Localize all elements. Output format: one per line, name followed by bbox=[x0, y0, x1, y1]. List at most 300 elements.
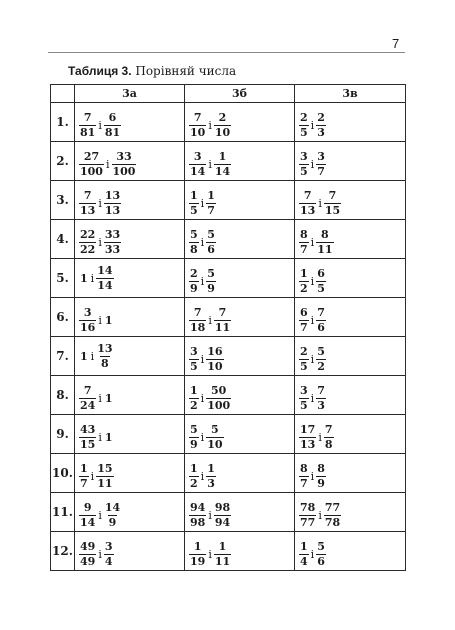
row-number: 2. bbox=[51, 142, 75, 181]
denominator: 5 bbox=[190, 203, 198, 217]
fraction bbox=[299, 463, 309, 490]
fraction bbox=[104, 502, 121, 529]
fraction bbox=[299, 151, 309, 178]
fraction bbox=[316, 346, 326, 373]
fraction bbox=[206, 190, 216, 217]
comparison-pair bbox=[189, 385, 231, 412]
row-number: 12. bbox=[51, 532, 75, 571]
numerator: 8 bbox=[300, 227, 308, 241]
numerator: 7 bbox=[193, 305, 202, 319]
comparison-pair bbox=[299, 268, 326, 295]
denominator: 10 bbox=[207, 359, 223, 373]
comparison-cell bbox=[185, 376, 295, 415]
denominator: 7 bbox=[207, 203, 215, 217]
denominator: 5 bbox=[300, 125, 308, 139]
comparison-pair bbox=[189, 346, 224, 373]
conjunction: і bbox=[208, 313, 212, 327]
denominator: 19 bbox=[190, 554, 206, 568]
conjunction: і bbox=[200, 235, 205, 249]
fraction bbox=[214, 151, 231, 178]
comparison-cell bbox=[75, 220, 185, 259]
numerator: 14 bbox=[97, 263, 113, 277]
comparison-pair bbox=[189, 151, 231, 178]
numerator: 5 bbox=[317, 344, 325, 358]
numerator: 33 bbox=[116, 149, 132, 163]
page-number: 7 bbox=[392, 36, 400, 51]
fraction bbox=[96, 463, 113, 490]
denominator: 11 bbox=[214, 554, 231, 568]
conjunction: і bbox=[90, 271, 95, 285]
conjunction: і bbox=[310, 352, 315, 366]
conjunction: і bbox=[98, 547, 102, 561]
fraction bbox=[104, 229, 121, 256]
numerator: 2 bbox=[317, 110, 325, 124]
fraction bbox=[79, 190, 96, 217]
denominator: 5 bbox=[317, 281, 325, 295]
denominator: 11 bbox=[317, 242, 333, 256]
denominator: 22 bbox=[80, 242, 96, 256]
fraction bbox=[79, 307, 96, 334]
fraction bbox=[112, 151, 137, 178]
numerator: 7 bbox=[303, 188, 312, 202]
table-row bbox=[51, 337, 406, 376]
comparison-pair bbox=[299, 463, 326, 490]
comparison-cell bbox=[185, 454, 295, 493]
numerator: 2 bbox=[218, 110, 227, 124]
column-header: 3б bbox=[185, 85, 295, 103]
numerator: 22 bbox=[80, 227, 96, 241]
fraction bbox=[214, 502, 231, 529]
row-number: 8. bbox=[51, 376, 75, 415]
fraction bbox=[189, 424, 199, 451]
conjunction: і bbox=[208, 508, 212, 522]
numerator: 3 bbox=[83, 305, 92, 319]
comparison-cell bbox=[75, 376, 185, 415]
numerator: 6 bbox=[108, 110, 117, 124]
denominator: 3 bbox=[207, 476, 215, 490]
numerator: 9 bbox=[83, 500, 92, 514]
comparison-cell bbox=[185, 298, 295, 337]
comparison-pair bbox=[79, 541, 114, 568]
row-number: 1. bbox=[51, 103, 75, 142]
table-caption bbox=[68, 64, 236, 78]
fraction bbox=[316, 463, 326, 490]
conjunction: і bbox=[200, 469, 205, 483]
denominator: 98 bbox=[190, 515, 206, 529]
comparison-pair bbox=[299, 424, 334, 451]
numerator: 15 bbox=[97, 461, 113, 475]
comparison-cell bbox=[295, 103, 406, 142]
conjunction: і bbox=[208, 157, 212, 171]
fraction bbox=[299, 541, 309, 568]
comparison-pair bbox=[189, 190, 216, 217]
numerator: 5 bbox=[190, 227, 198, 241]
fraction bbox=[189, 502, 206, 529]
comparison-pair bbox=[299, 541, 326, 568]
fraction bbox=[214, 307, 231, 334]
numerator: 5 bbox=[207, 266, 215, 280]
caption-text: Порівняй числа bbox=[131, 64, 237, 78]
fraction bbox=[206, 268, 216, 295]
fraction bbox=[316, 307, 326, 334]
denominator: 5 bbox=[190, 359, 198, 373]
comparison-cell bbox=[75, 454, 185, 493]
table-row bbox=[51, 532, 406, 571]
comparison-pair bbox=[79, 265, 114, 292]
denominator: 5 bbox=[300, 398, 308, 412]
table-row bbox=[51, 181, 406, 220]
comparison-pair bbox=[79, 424, 114, 451]
fraction bbox=[316, 268, 326, 295]
numerator: 17 bbox=[300, 422, 316, 436]
denominator: 81 bbox=[104, 125, 121, 139]
comparison-pair bbox=[189, 502, 231, 529]
table-row bbox=[51, 259, 406, 298]
conjunction: і bbox=[98, 430, 102, 444]
denominator: 6 bbox=[207, 242, 215, 256]
denominator: 7 bbox=[300, 476, 308, 490]
fraction bbox=[324, 424, 334, 451]
comparison-pair bbox=[299, 346, 326, 373]
fraction bbox=[316, 541, 326, 568]
fraction bbox=[206, 229, 216, 256]
whole-number: 1 bbox=[104, 313, 113, 327]
comparison-cell bbox=[295, 493, 406, 532]
numerator: 16 bbox=[207, 344, 223, 358]
numerator: 1 bbox=[218, 149, 227, 163]
numerator: 5 bbox=[190, 422, 198, 436]
comparison-cell bbox=[75, 298, 185, 337]
comparison-pair bbox=[79, 307, 114, 334]
denominator: 77 bbox=[300, 515, 316, 529]
comparison-cell bbox=[295, 298, 406, 337]
comparison-cell bbox=[75, 142, 185, 181]
fraction bbox=[299, 385, 309, 412]
comparison-pair bbox=[189, 424, 224, 451]
fraction bbox=[316, 229, 333, 256]
comparison-cell bbox=[185, 415, 295, 454]
numerator: 7 bbox=[218, 305, 227, 319]
fraction bbox=[79, 151, 104, 178]
comparison-pair bbox=[189, 268, 216, 295]
conjunction: і bbox=[208, 118, 212, 132]
comparison-cell bbox=[295, 337, 406, 376]
numerator: 7 bbox=[317, 305, 325, 319]
comparison-pair bbox=[79, 229, 121, 256]
denominator: 2 bbox=[300, 281, 308, 295]
fraction bbox=[324, 502, 341, 529]
fraction bbox=[299, 190, 316, 217]
conjunction: і bbox=[208, 547, 212, 561]
comparison-cell bbox=[185, 337, 295, 376]
comparison-pair bbox=[79, 190, 121, 217]
comparison-cell bbox=[75, 103, 185, 142]
conjunction: і bbox=[310, 157, 315, 171]
comparison-cell bbox=[295, 454, 406, 493]
denominator: 2 bbox=[190, 476, 198, 490]
comparison-cell bbox=[75, 493, 185, 532]
fraction bbox=[96, 265, 113, 292]
numerator: 13 bbox=[104, 188, 121, 202]
fraction bbox=[189, 541, 206, 568]
comparison-pair bbox=[189, 541, 231, 568]
conjunction: і bbox=[90, 469, 95, 483]
fraction bbox=[189, 151, 206, 178]
denominator: 6 bbox=[317, 554, 325, 568]
denominator: 81 bbox=[80, 125, 96, 139]
numerator: 1 bbox=[80, 461, 88, 475]
denominator: 10 bbox=[214, 125, 231, 139]
fraction bbox=[316, 385, 326, 412]
numerator: 7 bbox=[83, 188, 92, 202]
comparison-pair bbox=[299, 151, 326, 178]
denominator: 100 bbox=[112, 164, 136, 178]
comparison-cell bbox=[185, 259, 295, 298]
numerator: 7 bbox=[83, 383, 92, 397]
comparison-pair bbox=[79, 502, 121, 529]
comparison-table bbox=[50, 84, 406, 571]
denominator: 9 bbox=[190, 281, 198, 295]
comparison-pair bbox=[299, 112, 326, 139]
fraction bbox=[96, 343, 113, 370]
fraction bbox=[299, 112, 309, 139]
column-header: 3а bbox=[75, 85, 185, 103]
denominator: 2 bbox=[190, 398, 198, 412]
numerator: 8 bbox=[321, 227, 329, 241]
fraction bbox=[299, 346, 309, 373]
fraction bbox=[189, 385, 199, 412]
comparison-cell bbox=[295, 376, 406, 415]
conjunction: і bbox=[98, 118, 102, 132]
denominator: 10 bbox=[207, 437, 223, 451]
conjunction: і bbox=[318, 196, 322, 210]
denominator: 4 bbox=[104, 554, 113, 568]
denominator: 11 bbox=[214, 320, 231, 334]
numerator: 3 bbox=[104, 539, 113, 553]
fraction bbox=[316, 151, 326, 178]
numerator: 7 bbox=[317, 383, 325, 397]
conjunction: і bbox=[200, 274, 205, 288]
comparison-cell bbox=[295, 142, 406, 181]
numerator: 1 bbox=[207, 188, 215, 202]
fraction bbox=[189, 307, 206, 334]
comparison-cell bbox=[75, 181, 185, 220]
numerator: 3 bbox=[300, 149, 308, 163]
conjunction: і bbox=[98, 196, 102, 210]
denominator: 100 bbox=[80, 164, 103, 178]
numerator: 5 bbox=[211, 422, 219, 436]
fraction bbox=[206, 424, 223, 451]
denominator: 2 bbox=[317, 359, 325, 373]
numerator: 7 bbox=[193, 110, 202, 124]
numerator: 50 bbox=[211, 383, 227, 397]
numerator: 3 bbox=[317, 149, 325, 163]
conjunction: і bbox=[98, 508, 102, 522]
comparison-pair bbox=[189, 229, 216, 256]
comparison-cell bbox=[295, 415, 406, 454]
comparison-pair bbox=[299, 385, 326, 412]
conjunction: і bbox=[310, 469, 315, 483]
denominator: 78 bbox=[324, 515, 341, 529]
denominator: 13 bbox=[80, 203, 96, 217]
conjunction: і bbox=[318, 508, 322, 522]
comparison-cell bbox=[185, 181, 295, 220]
denominator: 94 bbox=[214, 515, 231, 529]
numerator: 1 bbox=[300, 539, 308, 553]
conjunction: і bbox=[200, 391, 205, 405]
numerator: 33 bbox=[104, 227, 121, 241]
caption-label: Таблиця 3. bbox=[68, 64, 132, 78]
numerator: 78 bbox=[300, 500, 316, 514]
denominator: 13 bbox=[300, 437, 316, 451]
corner-cell bbox=[51, 85, 75, 103]
conjunction: і bbox=[90, 349, 95, 363]
comparison-pair bbox=[189, 307, 231, 334]
fraction bbox=[206, 385, 231, 412]
fraction bbox=[79, 385, 96, 412]
numerator: 1 bbox=[190, 188, 198, 202]
row-number: 10. bbox=[51, 454, 75, 493]
fraction bbox=[79, 229, 96, 256]
row-number: 6. bbox=[51, 298, 75, 337]
fraction bbox=[206, 346, 223, 373]
fraction bbox=[299, 502, 316, 529]
table-row bbox=[51, 493, 406, 532]
comparison-pair bbox=[189, 112, 231, 139]
denominator: 24 bbox=[80, 398, 96, 412]
numerator: 77 bbox=[324, 500, 341, 514]
comparison-cell bbox=[75, 415, 185, 454]
fraction bbox=[189, 190, 199, 217]
row-number: 5. bbox=[51, 259, 75, 298]
numerator: 5 bbox=[317, 539, 325, 553]
denominator: 100 bbox=[207, 398, 231, 412]
fraction bbox=[324, 190, 341, 217]
fraction bbox=[104, 190, 121, 217]
denominator: 3 bbox=[317, 125, 325, 139]
conjunction: і bbox=[310, 235, 315, 249]
numerator: 3 bbox=[300, 383, 308, 397]
table-row bbox=[51, 142, 406, 181]
numerator: 43 bbox=[80, 422, 96, 436]
comparison-cell bbox=[75, 259, 185, 298]
fraction bbox=[189, 112, 206, 139]
fraction bbox=[79, 541, 96, 568]
comparison-pair bbox=[299, 307, 326, 334]
table-body bbox=[51, 103, 406, 571]
conjunction: і bbox=[105, 157, 110, 171]
denominator: 8 bbox=[190, 242, 198, 256]
denominator: 7 bbox=[300, 320, 308, 334]
denominator: 7 bbox=[300, 242, 308, 256]
fraction bbox=[79, 424, 96, 451]
fraction bbox=[316, 112, 326, 139]
conjunction: і bbox=[310, 547, 315, 561]
fraction bbox=[299, 268, 309, 295]
row-number: 7. bbox=[51, 337, 75, 376]
header-rule bbox=[48, 52, 405, 53]
numerator: 1 bbox=[193, 539, 202, 553]
table-row bbox=[51, 103, 406, 142]
header-row bbox=[51, 85, 406, 103]
fraction bbox=[206, 463, 216, 490]
whole-number: 1 bbox=[80, 349, 88, 363]
numerator: 2 bbox=[300, 344, 308, 358]
conjunction: і bbox=[310, 118, 315, 132]
comparison-pair bbox=[79, 151, 136, 178]
comparison-cell bbox=[185, 220, 295, 259]
numerator: 7 bbox=[83, 110, 92, 124]
numerator: 94 bbox=[190, 500, 206, 514]
numerator: 1 bbox=[207, 461, 215, 475]
denominator: 9 bbox=[190, 437, 198, 451]
whole-number: 1 bbox=[80, 271, 88, 285]
column-header: 3в bbox=[295, 85, 406, 103]
row-number: 11. bbox=[51, 493, 75, 532]
table-row bbox=[51, 376, 406, 415]
denominator: 5 bbox=[300, 164, 308, 178]
row-number: 4. bbox=[51, 220, 75, 259]
whole-number: 1 bbox=[104, 391, 113, 405]
whole-number: 1 bbox=[104, 430, 113, 444]
comparison-pair bbox=[79, 343, 114, 370]
fraction bbox=[299, 424, 316, 451]
numerator: 6 bbox=[317, 266, 325, 280]
row-number: 3. bbox=[51, 181, 75, 220]
conjunction: і bbox=[200, 196, 205, 210]
denominator: 9 bbox=[108, 515, 117, 529]
denominator: 7 bbox=[80, 476, 88, 490]
table-row bbox=[51, 415, 406, 454]
denominator: 15 bbox=[324, 203, 341, 217]
fraction bbox=[189, 268, 199, 295]
denominator: 8 bbox=[101, 356, 109, 370]
numerator: 5 bbox=[207, 227, 215, 241]
numerator: 2 bbox=[300, 110, 308, 124]
comparison-pair bbox=[299, 502, 341, 529]
denominator: 9 bbox=[317, 476, 325, 490]
fraction bbox=[189, 346, 199, 373]
numerator: 27 bbox=[83, 149, 100, 163]
conjunction: і bbox=[98, 391, 102, 405]
fraction bbox=[214, 541, 231, 568]
comparison-cell bbox=[185, 532, 295, 571]
conjunction: і bbox=[200, 352, 205, 366]
fraction bbox=[299, 229, 309, 256]
fraction bbox=[104, 112, 121, 139]
denominator: 13 bbox=[300, 203, 316, 217]
comparison-cell bbox=[185, 142, 295, 181]
conjunction: і bbox=[98, 235, 102, 249]
numerator: 1 bbox=[300, 266, 308, 280]
numerator: 13 bbox=[97, 341, 113, 355]
fraction bbox=[79, 112, 96, 139]
denominator: 9 bbox=[207, 281, 215, 295]
denominator: 49 bbox=[80, 554, 96, 568]
comparison-cell bbox=[295, 259, 406, 298]
conjunction: і bbox=[200, 430, 205, 444]
denominator: 14 bbox=[80, 515, 96, 529]
conjunction: і bbox=[98, 313, 102, 327]
denominator: 3 bbox=[317, 398, 325, 412]
comparison-cell bbox=[295, 181, 406, 220]
denominator: 6 bbox=[317, 320, 325, 334]
comparison-pair bbox=[79, 385, 114, 412]
denominator: 10 bbox=[190, 125, 206, 139]
denominator: 33 bbox=[104, 242, 121, 256]
table-row bbox=[51, 454, 406, 493]
numerator: 3 bbox=[190, 344, 198, 358]
